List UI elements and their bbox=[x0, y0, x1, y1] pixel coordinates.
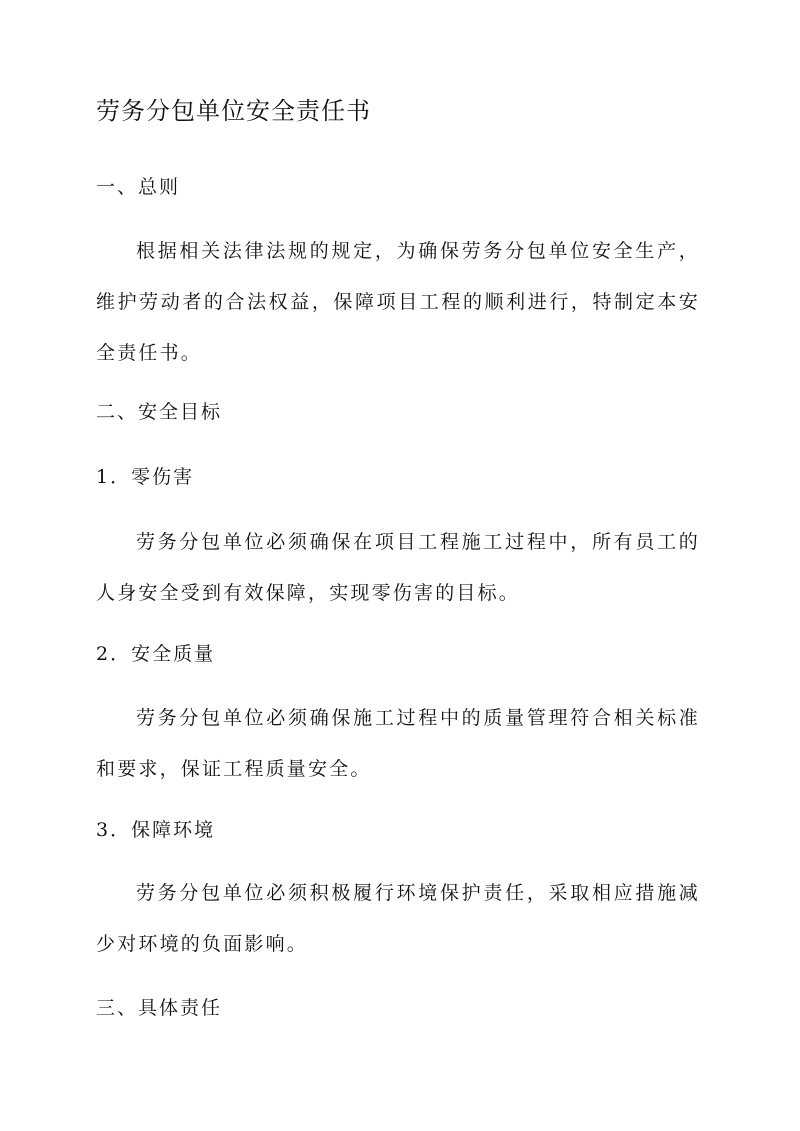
paragraph-zero-injury: 劳务分包单位必须确保在项目工程施工过程中，所有员工的人身安全受到有效保障，实现零伤害的目标。 bbox=[96, 531, 700, 604]
item-heading-environment: 3．保障环境 bbox=[96, 819, 216, 841]
paragraph-environment: 劳务分包单位必须积极履行环境保护责任，采取相应措施减少对环境的负面影响。 bbox=[96, 882, 700, 955]
paragraph-safety-quality: 劳务分包单位必须确保施工过程中的质量管理符合相关标准和要求，保证工程质量安全。 bbox=[96, 707, 700, 780]
section-heading-general: 一、总则 bbox=[96, 176, 181, 198]
section-heading-specific-responsibilities: 三、具体责任 bbox=[96, 997, 223, 1019]
item-heading-safety-quality: 2．安全质量 bbox=[96, 643, 216, 665]
paragraph-general: 根据相关法律法规的规定，为确保劳务分包单位安全生产，维护劳动者的合法权益，保障项目工程的顺利进行，特制定本安全责任书。 bbox=[96, 240, 700, 364]
section-heading-safety-goals: 二、安全目标 bbox=[96, 401, 223, 423]
page-title: 劳务分包单位安全责任书 bbox=[96, 97, 371, 125]
item-heading-zero-injury: 1．零伤害 bbox=[96, 466, 195, 488]
